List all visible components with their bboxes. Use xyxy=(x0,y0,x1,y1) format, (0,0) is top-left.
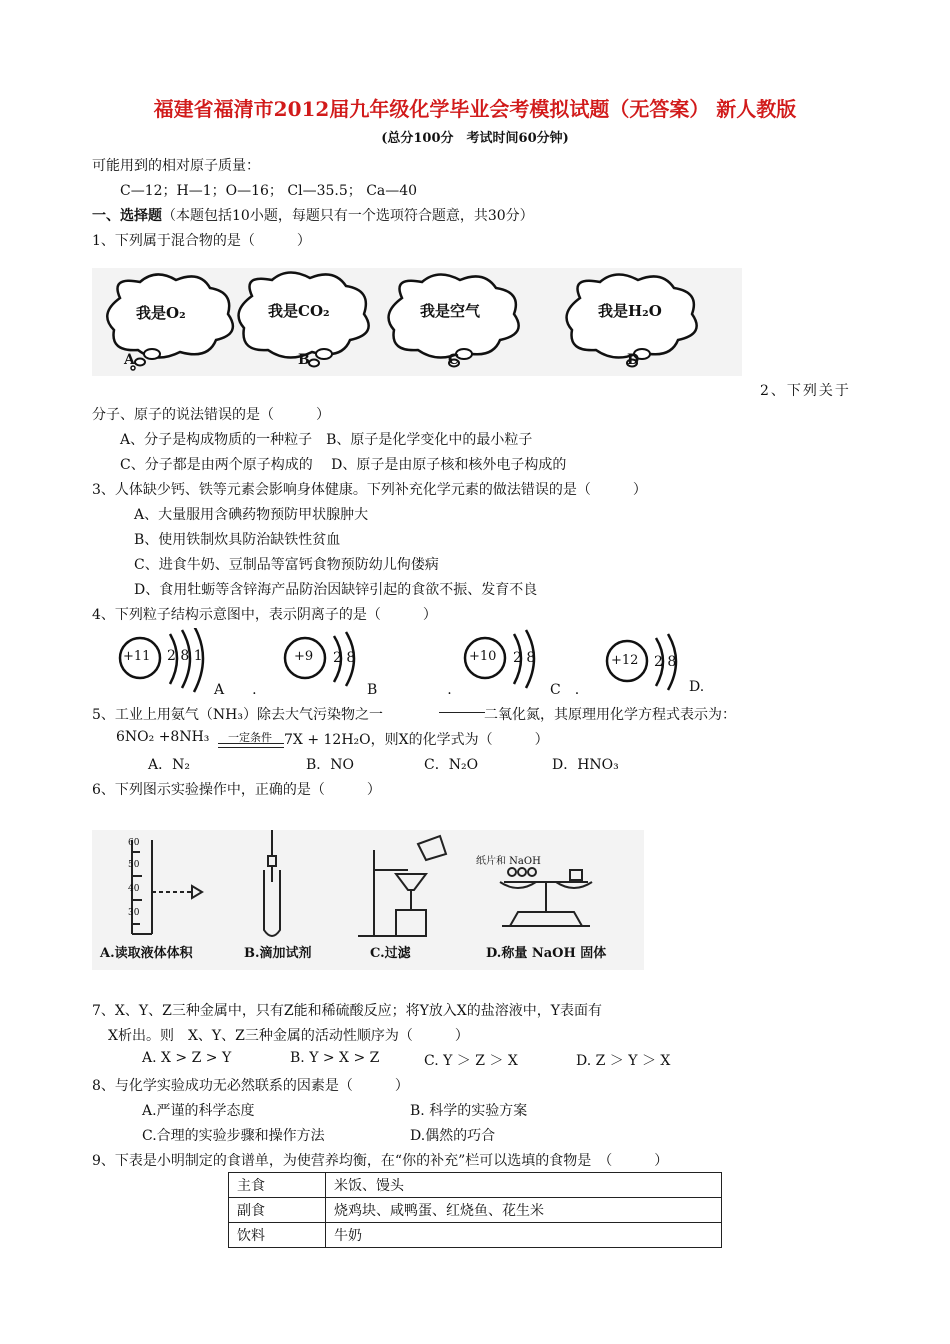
q2-stem-start: 2、下列关于 xyxy=(760,383,851,399)
atomic-mass-label: 可能用到的相对原子质量： xyxy=(92,158,260,174)
table-cell-value: 牛奶 xyxy=(326,1223,722,1248)
q5-option-a: A．N₂ xyxy=(148,757,190,773)
q2-options-ab: A、分子是构成物质的一种粒子 B、原子是化学变化中的最小粒子 xyxy=(120,432,533,448)
table-row xyxy=(229,1223,722,1248)
table-cell-value: 烧鸡块、咸鸭蛋、红烧鱼、花生米 xyxy=(326,1198,722,1223)
q8-stem: 8、与化学实验成功无必然联系的因素是（ ） xyxy=(92,1078,409,1094)
particle-b-label: B . xyxy=(367,682,452,698)
caption-d: D.称量 NaOH 固体 xyxy=(486,946,607,961)
bubble-a-letter: A xyxy=(124,352,135,368)
q7-option-c: C. Y ＞ Z ＞ X xyxy=(424,1053,518,1069)
caption-b: B.滴加试剂 xyxy=(244,946,312,961)
q3-stem: 3、人体缺少钙、铁等元素会影响身体健康。下列补充化学元素的做法错误的是（ ） xyxy=(92,482,647,498)
bubble-b-text: 我是CO₂ xyxy=(268,302,330,320)
q5-option-b: B．NO xyxy=(306,757,355,773)
bubble-d-text: 我是H₂O xyxy=(598,302,662,320)
tick-60: 60 xyxy=(128,838,140,848)
q7-stem-1: 7、X、Y、Z三种金属中，只有Z能和稀硫酸反应；将Y放入X的盐溶液中，Y表面有 xyxy=(92,1003,603,1019)
table-row xyxy=(229,1173,722,1198)
shells-c: 2 8 xyxy=(513,650,536,666)
table-cell-value: 米饭、馒头 xyxy=(326,1173,722,1198)
q5-blank-line xyxy=(439,712,485,713)
table-row xyxy=(229,1198,722,1223)
q8-option-b: B. 科学的实验方案 xyxy=(410,1103,528,1119)
section-note: （本题包括10小题，每题只有一个选项符合题意，共30分） xyxy=(162,208,534,224)
bubble-d-letter: D xyxy=(627,352,640,368)
atomic-mass-values: C—12；H—1；O—16； Cl—35.5； Ca—40 xyxy=(120,183,418,199)
scale-label: 纸片和 NaOH xyxy=(476,856,541,867)
bubble-a-text: 我是O₂ xyxy=(136,304,186,322)
q1-stem: 1、下列属于混合物的是（ ） xyxy=(92,233,311,249)
q7-option-a: A. X > Z > Y xyxy=(142,1050,232,1066)
q3-option-a: A、大量服用含碘药物预防甲状腺肿大 xyxy=(134,507,369,523)
q3-option-d: D、食用牡蛎等含锌海产品防治因缺锌引起的食欲不振、发育不良 xyxy=(134,582,538,598)
page-subtitle: (总分100分 考试时间60分钟) xyxy=(381,131,569,146)
particle-c-label: C . xyxy=(550,682,580,698)
q5-eq-left: 6NO₂ +8NH₃ xyxy=(116,729,210,745)
section-heading: 一、选择题 xyxy=(92,208,162,224)
q5-stem-b: 二氧化氮，其原理用化学方程式表示为： xyxy=(484,707,736,723)
q5-option-c: C．N₂O xyxy=(424,757,479,773)
nucleus-b-charge: +9 xyxy=(294,649,314,664)
menu-table xyxy=(228,1172,722,1248)
q2-options-cd: C、分子都是由两个原子构成的 D、原子是由原子核和核外电子构成的 xyxy=(120,457,567,473)
q5-equals-line-bottom xyxy=(218,747,284,748)
nucleus-d-charge: +12 xyxy=(611,653,639,668)
q1-figure xyxy=(92,268,742,376)
thought-bubbles-svg xyxy=(92,268,742,376)
bubble-b-letter: B xyxy=(298,352,310,368)
shells-b: 2 8 xyxy=(333,650,356,666)
tick-50: 50 xyxy=(128,860,140,870)
particle-a-label: A . xyxy=(214,682,257,698)
caption-c: C.过滤 xyxy=(370,946,411,961)
bubble-c-letter: C xyxy=(448,352,460,368)
bubble-c-text: 我是空气 xyxy=(420,302,481,320)
q8-option-a: A.严谨的科学态度 xyxy=(142,1103,255,1119)
q9-stem: 9、下表是小明制定的食谱单，为使营养均衡，在“你的补充”栏可以选填的食物是 （ ） xyxy=(92,1153,669,1169)
shells-d: 2 8 xyxy=(654,654,677,670)
q5-condition: 一定条件 xyxy=(228,731,272,744)
q7-option-b: B. Y > X > Z xyxy=(290,1050,380,1066)
nucleus-a-charge: +11 xyxy=(123,649,151,664)
caption-a: A.读取液体体积 xyxy=(100,946,193,961)
q4-stem: 4、下列粒子结构示意图中，表示阴离子的是（ ） xyxy=(92,607,437,623)
q3-option-c: C、进食牛奶、豆制品等富钙食物预防幼儿佝偻病 xyxy=(134,557,439,573)
q2-stem: 分子、原子的说法错误的是（ ） xyxy=(92,407,330,423)
q8-option-c: C.合理的实验步骤和操作方法 xyxy=(142,1128,325,1144)
tick-40: 40 xyxy=(128,884,140,894)
tick-30: 30 xyxy=(128,908,140,918)
page-title: 福建省福清市2012届九年级化学毕业会考模拟试题（无答案） 新人教版 xyxy=(153,97,797,121)
q5-eq-right: 7X + 12H₂O，则X的化学式为（ ） xyxy=(284,732,549,748)
table-cell-key: 副食 xyxy=(229,1198,326,1223)
particle-d-label: D. xyxy=(689,679,705,695)
q8-option-d: D.偶然的巧合 xyxy=(410,1128,496,1144)
q3-option-b: B、使用铁制炊具防治缺铁性贫血 xyxy=(134,532,341,548)
q5-equals-line-top xyxy=(218,743,284,744)
nucleus-c-charge: +10 xyxy=(469,649,497,664)
q5-option-d: D．HNO₃ xyxy=(552,757,619,773)
shells-a: 2 8 1 xyxy=(167,648,203,664)
q7-stem-2: X析出。则 X、Y、Z三种金属的活动性顺序为（ ） xyxy=(108,1028,469,1044)
table-cell-key: 主食 xyxy=(229,1173,326,1198)
q7-option-d: D. Z ＞ Y ＞ X xyxy=(576,1053,671,1069)
table-cell-key: 饮料 xyxy=(229,1223,326,1248)
q6-stem: 6、下列图示实验操作中，正确的是（ ） xyxy=(92,782,381,798)
q5-stem-a: 5、工业上用氨气（NH₃）除去大气污染物之一 xyxy=(92,707,383,723)
q6-figure xyxy=(92,830,644,970)
